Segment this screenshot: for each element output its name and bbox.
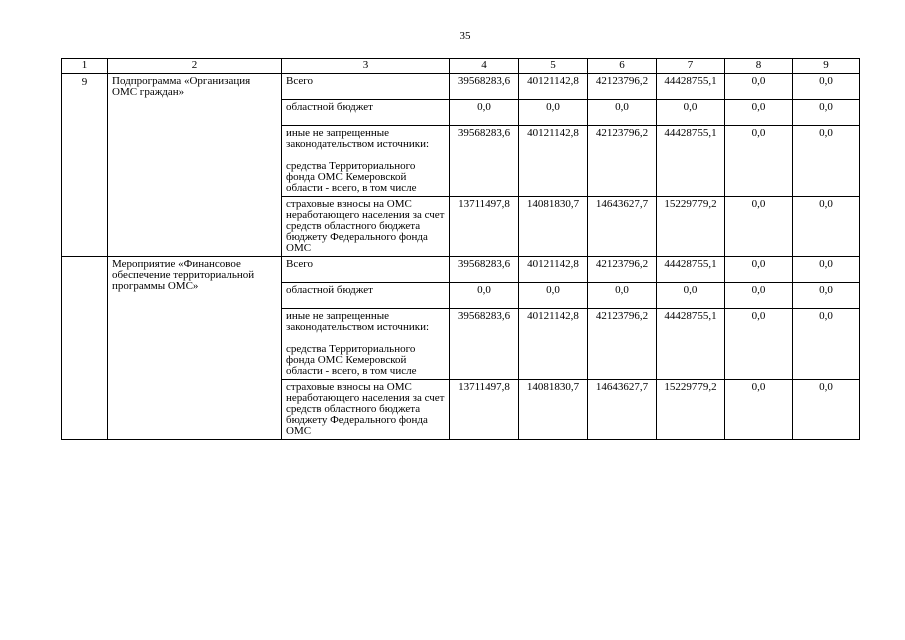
header-cell: 9	[793, 59, 860, 74]
value-cell: 40121142,8	[519, 309, 588, 380]
row-label: областной бюджет	[282, 100, 450, 126]
value-cell: 0,0	[725, 126, 793, 197]
value-cell: 0,0	[793, 100, 860, 126]
value-cell: 14081830,7	[519, 380, 588, 440]
value-cell: 0,0	[793, 197, 860, 257]
value-cell: 15229779,2	[657, 380, 725, 440]
value-cell: 15229779,2	[657, 197, 725, 257]
value-cell: 0,0	[793, 380, 860, 440]
budget-table	[61, 58, 860, 440]
row-label: средства Территориального фонда ОМС Кемеровской области - всего, в том числе	[286, 160, 417, 194]
row-label: областной бюджет	[282, 283, 450, 309]
value-cell: 40121142,8	[519, 126, 588, 197]
value-cell: 0,0	[793, 257, 860, 283]
header-cell: 3	[282, 59, 450, 74]
value-cell: 44428755,1	[657, 309, 725, 380]
header-row	[62, 59, 860, 74]
value-cell: 42123796,2	[588, 126, 657, 197]
value-cell: 40121142,8	[519, 74, 588, 100]
value-cell: 40121142,8	[519, 257, 588, 283]
value-cell: 0,0	[657, 100, 725, 126]
value-cell: 0,0	[588, 100, 657, 126]
row-label: страховые взносы на ОМС неработающего населения за счет средств областного бюджета бюджету Федерального фонда ОМС	[282, 197, 450, 257]
header-cell: 8	[725, 59, 793, 74]
header-cell: 1	[62, 59, 108, 74]
value-cell: 0,0	[450, 100, 519, 126]
value-cell: 0,0	[793, 126, 860, 197]
row-label-group	[282, 309, 450, 380]
value-cell: 0,0	[725, 283, 793, 309]
table-row	[62, 74, 860, 100]
value-cell: 0,0	[519, 100, 588, 126]
value-cell: 13711497,8	[450, 380, 519, 440]
value-cell: 39568283,6	[450, 126, 519, 197]
row-index	[62, 257, 108, 440]
value-cell: 14643627,7	[588, 380, 657, 440]
header-cell: 7	[657, 59, 725, 74]
value-cell: 44428755,1	[657, 257, 725, 283]
row-index: 9	[62, 74, 108, 257]
row-label: Всего	[282, 74, 450, 100]
value-cell: 42123796,2	[588, 257, 657, 283]
page-number: 35	[459, 30, 471, 42]
value-cell: 44428755,1	[657, 74, 725, 100]
value-cell: 0,0	[725, 309, 793, 380]
header-cell: 2	[108, 59, 282, 74]
value-cell: 0,0	[793, 283, 860, 309]
value-cell: 39568283,6	[450, 74, 519, 100]
header-cell: 5	[519, 59, 588, 74]
value-cell: 0,0	[657, 283, 725, 309]
value-cell: 14081830,7	[519, 197, 588, 257]
row-label-intro: иные не запрещенные законодательством источники:	[286, 127, 430, 150]
row-label: Всего	[282, 257, 450, 283]
value-cell: 0,0	[519, 283, 588, 309]
row-label: средства Территориального фонда ОМС Кемеровской области - всего, в том числе	[286, 343, 417, 377]
value-cell: 0,0	[725, 380, 793, 440]
value-cell: 14643627,7	[588, 197, 657, 257]
value-cell: 42123796,2	[588, 74, 657, 100]
table-row	[62, 257, 860, 283]
value-cell: 0,0	[725, 197, 793, 257]
value-cell: 42123796,2	[588, 309, 657, 380]
value-cell: 0,0	[588, 283, 657, 309]
row-label: страховые взносы на ОМС неработающего населения за счет средств областного бюджета бюджету Федерального фонда ОМС	[282, 380, 450, 440]
value-cell: 0,0	[793, 309, 860, 380]
header-cell: 6	[588, 59, 657, 74]
header-cell: 4	[450, 59, 519, 74]
value-cell: 0,0	[450, 283, 519, 309]
value-cell: 13711497,8	[450, 197, 519, 257]
value-cell: 0,0	[725, 100, 793, 126]
event-name: Мероприятие «Финансовое обеспечение территориальной программы ОМС»	[108, 257, 282, 440]
value-cell: 39568283,6	[450, 257, 519, 283]
value-cell: 0,0	[725, 257, 793, 283]
program-name: Подпрограмма «Организация ОМС граждан»	[108, 74, 282, 257]
value-cell: 44428755,1	[657, 126, 725, 197]
value-cell: 39568283,6	[450, 309, 519, 380]
value-cell: 0,0	[793, 74, 860, 100]
row-label-intro: иные не запрещенные законодательством источники:	[286, 310, 430, 333]
row-label-group	[282, 126, 450, 197]
value-cell: 0,0	[725, 74, 793, 100]
